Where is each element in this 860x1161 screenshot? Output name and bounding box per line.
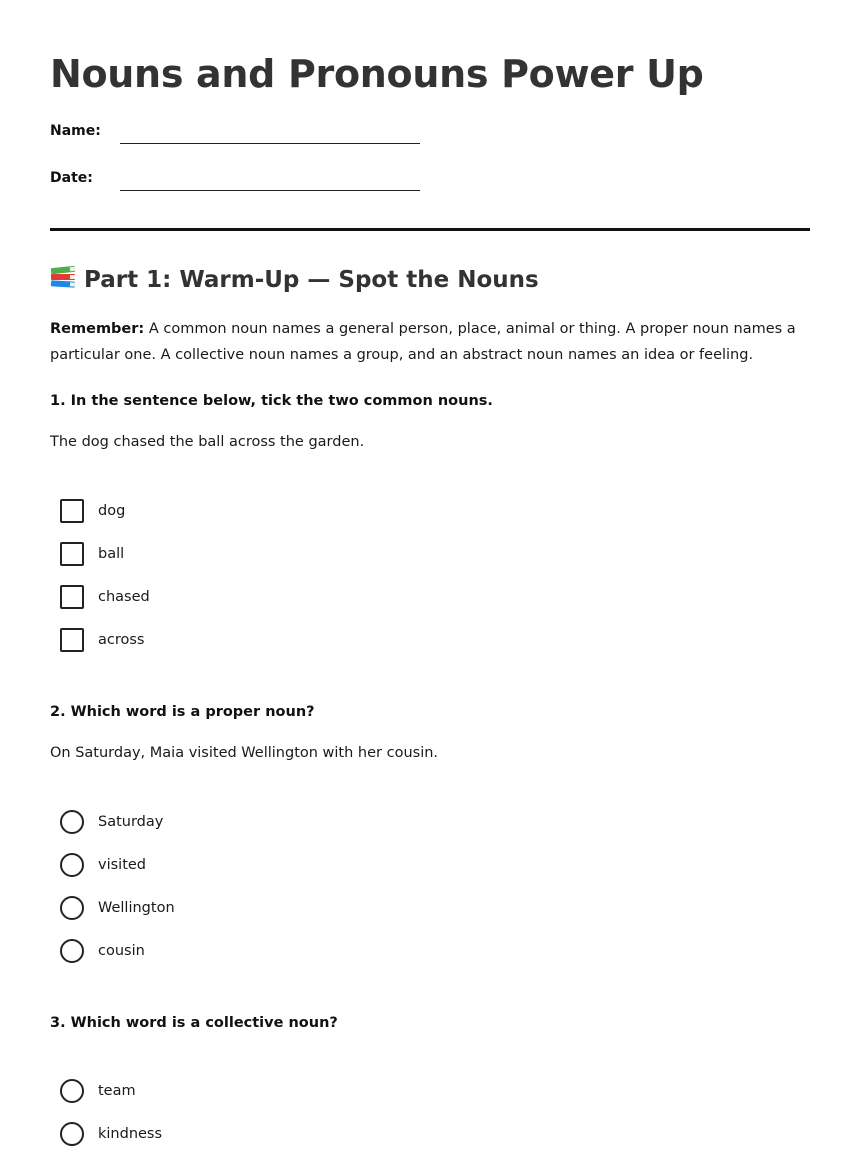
- option-label: dog: [98, 503, 126, 519]
- question-2-option-visited[interactable]: [60, 853, 360, 877]
- option-label: cousin: [98, 943, 145, 959]
- date-input-line[interactable]: [120, 190, 420, 191]
- radio-button[interactable]: [60, 896, 84, 920]
- question-1-option-across[interactable]: [60, 628, 360, 652]
- question-1-sentence: The dog chased the ball across the garden.: [50, 434, 365, 450]
- remember-text: A common noun names a general person, place, animal or thing. A proper noun names a particular one. A collective noun names a group, and an abstract noun names an idea or feeling.: [50, 321, 796, 363]
- header-divider: [50, 228, 810, 231]
- section-title-text: Part 1: Warm-Up — Spot the Nouns: [84, 267, 539, 293]
- checkbox[interactable]: [60, 628, 84, 652]
- radio-button[interactable]: [60, 810, 84, 834]
- option-label: Saturday: [98, 814, 164, 830]
- question-2-option-wellington[interactable]: [60, 896, 360, 920]
- checkbox[interactable]: [60, 585, 84, 609]
- books-icon: [50, 264, 76, 290]
- checkbox[interactable]: [60, 542, 84, 566]
- remember-label: Remember:: [50, 321, 145, 337]
- section-title-part1: [50, 264, 539, 296]
- checkbox[interactable]: [60, 499, 84, 523]
- option-label: ball: [98, 546, 125, 562]
- date-label: Date:: [50, 170, 93, 186]
- question-1-option-chased[interactable]: [60, 585, 360, 609]
- radio-button[interactable]: [60, 1079, 84, 1103]
- radio-button[interactable]: [60, 939, 84, 963]
- option-label: across: [98, 632, 145, 648]
- radio-button[interactable]: [60, 853, 84, 877]
- option-label: team: [98, 1083, 136, 1099]
- question-2-option-cousin[interactable]: [60, 939, 360, 963]
- question-1-prompt: 1. In the sentence below, tick the two common nouns.: [50, 393, 493, 409]
- name-field-row: [50, 121, 450, 145]
- question-1-option-ball[interactable]: [60, 542, 360, 566]
- option-label: Wellington: [98, 900, 175, 916]
- question-2-prompt: 2. Which word is a proper noun?: [50, 704, 315, 720]
- question-2-option-saturday[interactable]: [60, 810, 360, 834]
- question-3-option-team[interactable]: [60, 1079, 360, 1103]
- question-2-sentence: On Saturday, Maia visited Wellington with her cousin.: [50, 745, 439, 761]
- option-label: kindness: [98, 1126, 163, 1142]
- option-label: chased: [98, 589, 150, 605]
- radio-button[interactable]: [60, 1122, 84, 1146]
- date-field-row: [50, 168, 450, 192]
- remember-note: [50, 316, 810, 368]
- option-label: visited: [98, 857, 147, 873]
- question-3-option-kindness[interactable]: [60, 1122, 360, 1146]
- name-label: Name:: [50, 123, 101, 139]
- question-1-option-dog[interactable]: [60, 499, 360, 523]
- name-input-line[interactable]: [120, 143, 420, 144]
- page-title: Nouns and Pronouns Power Up: [50, 52, 704, 96]
- question-3-prompt: 3. Which word is a collective noun?: [50, 1015, 338, 1031]
